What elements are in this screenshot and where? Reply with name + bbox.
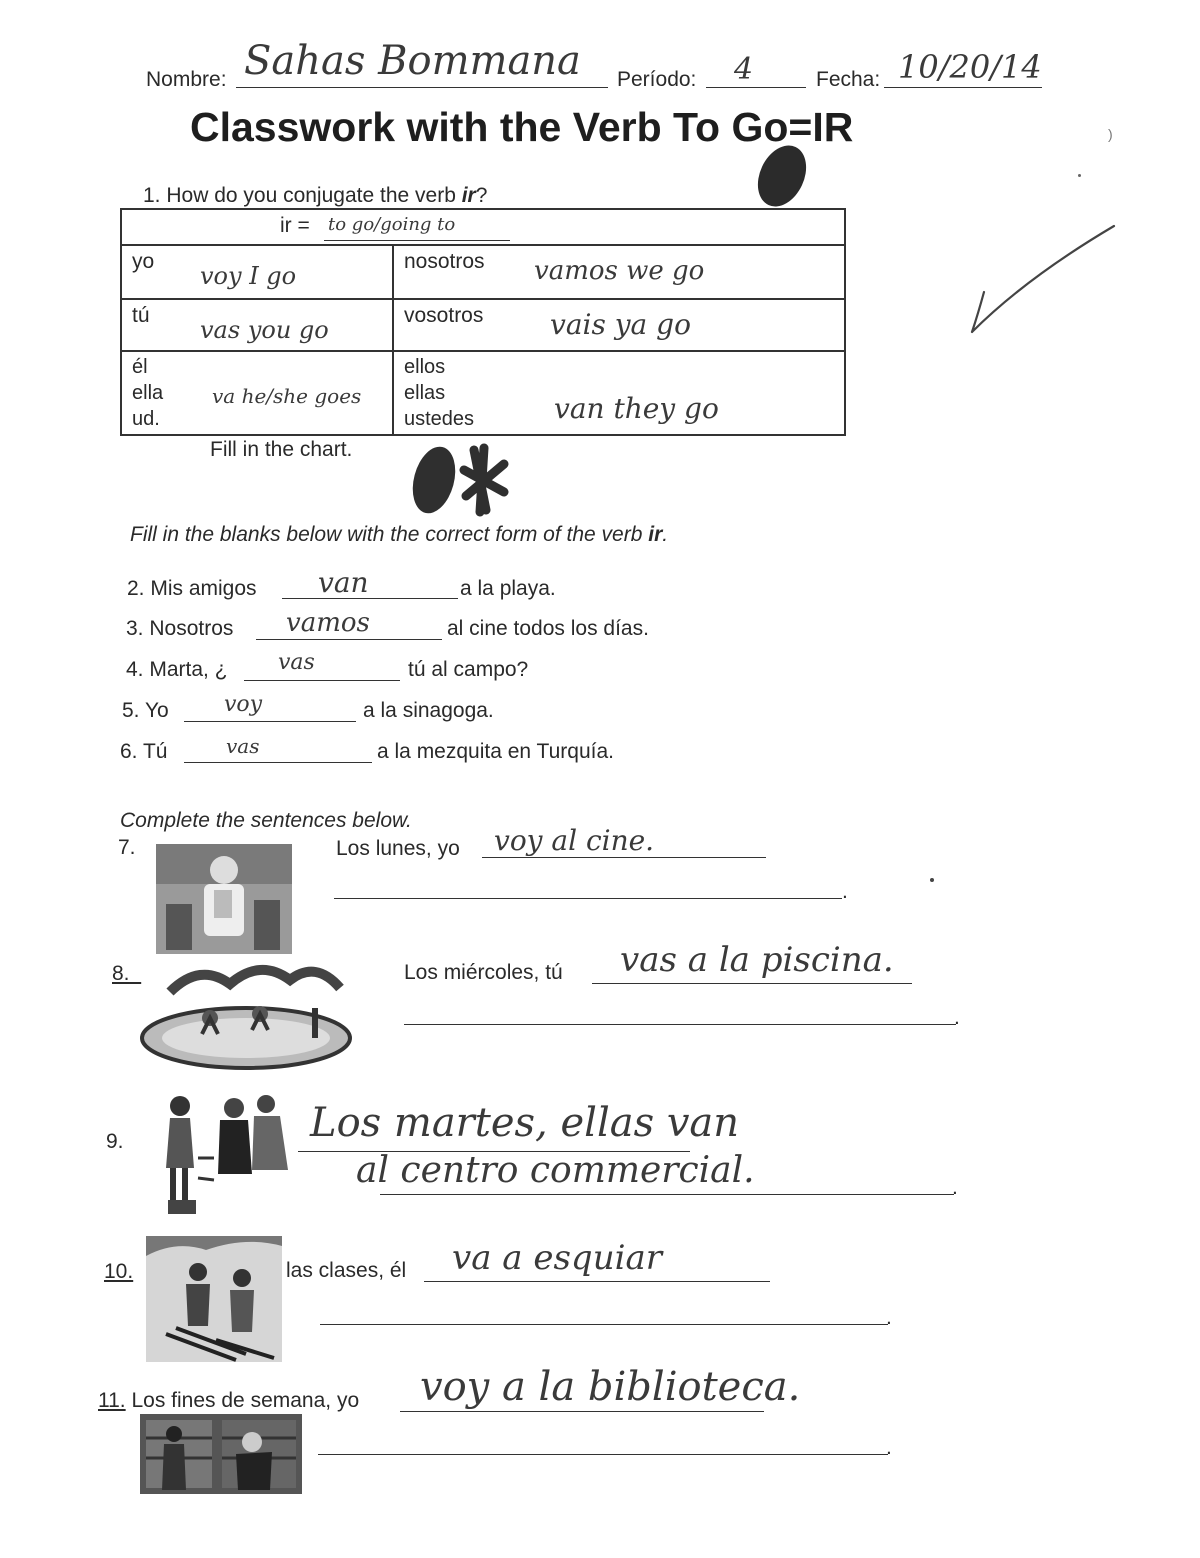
blank-item-3-line (256, 639, 442, 640)
blank-item-3-before: 3. Nosotros (126, 617, 234, 640)
complete-item-10-line-2 (320, 1324, 888, 1325)
stray-dot (1078, 174, 1081, 177)
complete-item-10-prompt: las clases, él (286, 1259, 407, 1282)
period-value: 4 (734, 52, 754, 87)
blank-item-4-line (244, 680, 400, 681)
nosotros-answer: vamos we go (534, 256, 705, 286)
complete-item-9-answer-line-2: al centro commercial. (356, 1150, 755, 1191)
date-label: Fecha: (816, 68, 881, 91)
complete-item-8-line-2 (404, 1024, 956, 1025)
q1-prompt: 1. How do you conjugate the verb ir? (143, 184, 488, 207)
ink-scribble-icon (404, 440, 514, 520)
blank-item-2-answer: van (318, 566, 369, 599)
name-line (236, 87, 608, 88)
yo-cell (121, 245, 393, 299)
date-line (884, 87, 1042, 88)
blank-item-2-before: 2. Mis amigos (127, 577, 257, 600)
ellos-label: ellos ellas ustedes (404, 356, 475, 430)
stray-dot-2 (930, 878, 934, 882)
complete-item-7-line-1 (482, 857, 766, 858)
blank-item-3-after: al cine todos los días. (447, 617, 649, 640)
complete-item-7-line-2-period: . (842, 880, 848, 903)
ir-value: to go/going to (328, 214, 456, 235)
blank-item-4-after: tú al campo? (408, 658, 529, 681)
ir-label: ir = (280, 214, 310, 237)
name-label: Nombre: (146, 68, 227, 91)
blank-item-3-answer: vamos (286, 608, 370, 638)
complete-item-8-prompt: Los miércoles, tú (404, 961, 563, 984)
complete-item-10-line-2-period: . (886, 1306, 892, 1329)
blank-item-5-answer: voy (224, 692, 263, 717)
vosotros-label: vosotros (404, 304, 484, 327)
el-answer: va he/she goes (212, 384, 362, 408)
complete-item-11-line-1 (400, 1411, 764, 1412)
swimming-pool-picture (140, 958, 354, 1070)
ir-header-cell (121, 209, 845, 245)
conjugation-table (120, 208, 846, 436)
page-title: Classwork with the Verb To Go=IR (190, 104, 854, 150)
blank-item-6-before: 6. Tú (120, 740, 168, 763)
yo-answer: voy I go (200, 262, 297, 290)
nosotros-label: nosotros (404, 250, 485, 273)
ellos-answer: van they go (554, 392, 719, 425)
skiing-picture (146, 1236, 282, 1362)
period-label: Período: (617, 68, 697, 91)
blank-item-4-answer: vas (278, 650, 315, 675)
period-line (706, 87, 806, 88)
complete-item-10-answer: va a esquiar (452, 1238, 662, 1278)
vosotros-cell (393, 299, 845, 351)
tu-label: tú (132, 304, 150, 327)
name-value: Sahas Bommana (244, 38, 581, 84)
complete-item-8-number: 8. (112, 962, 130, 985)
el-label: él ella ud. (132, 356, 164, 430)
library-picture (140, 1414, 302, 1494)
el-cell (121, 351, 393, 435)
q1-prompt-verb: ir (461, 184, 476, 207)
complete-item-9-line-2 (380, 1194, 954, 1195)
blank-item-6-line (184, 762, 372, 763)
complete-item-7-line-2 (334, 898, 842, 899)
complete-item-9-number: 9. (106, 1130, 124, 1153)
complete-item-9-answer-line-1: Los martes, ellas van (310, 1100, 740, 1146)
complete-item-8-line-2-period: . (954, 1006, 960, 1029)
tu-cell (121, 299, 393, 351)
blank-item-5-after: a la sinagoga. (363, 699, 494, 722)
shopping-picture (148, 1088, 298, 1218)
blank-item-5-before: 5. Yo (122, 699, 169, 722)
complete-item-11-line-2-period: . (886, 1436, 892, 1459)
ink-blot-icon (752, 140, 812, 210)
complete-item-11-line-2 (318, 1454, 888, 1455)
blanks-instruction: Fill in the blanks below with the correct form of the verb ir. (130, 523, 669, 546)
complete-item-8-line-1 (592, 983, 912, 984)
ellos-cell (393, 351, 845, 435)
complete-item-8-answer: vas a la piscina. (620, 940, 894, 980)
complete-item-10-line-1 (424, 1281, 770, 1282)
blank-item-6-after: a la mezquita en Turquía. (377, 740, 614, 763)
checkmark-icon (966, 218, 1126, 338)
blank-item-6-answer: vas (226, 734, 260, 758)
complete-item-9-line-2-period: . (952, 1176, 958, 1199)
stray-mark: ) (1108, 126, 1113, 142)
complete-item-11-answer: voy a la biblioteca. (420, 1364, 801, 1410)
blank-item-2-line (282, 598, 458, 599)
tu-answer: vas you go (200, 316, 329, 344)
complete-instruction: Complete the sentences below. (120, 809, 412, 832)
movie-theater-picture (156, 844, 292, 954)
complete-item-7-prompt: Los lunes, yo (336, 837, 460, 860)
blank-item-2-after: a la playa. (460, 577, 556, 600)
blank-item-4-before: 4. Marta, ¿ (126, 658, 228, 681)
complete-item-10-number: 10. (104, 1260, 134, 1283)
complete-item-7-answer: voy al cine. (494, 824, 655, 857)
complete-item-11-prompt: 11. Los fines de semana, yo (98, 1389, 360, 1412)
chart-caption: Fill in the chart. (210, 438, 353, 461)
vosotros-answer: vais ya go (550, 308, 691, 341)
date-value: 10/20/14 (898, 48, 1042, 86)
yo-label: yo (132, 250, 155, 273)
nosotros-cell (393, 245, 845, 299)
blank-item-5-line (184, 721, 356, 722)
blanks-instruction-verb: ir (648, 523, 663, 546)
complete-item-7-number: 7. (118, 836, 136, 859)
